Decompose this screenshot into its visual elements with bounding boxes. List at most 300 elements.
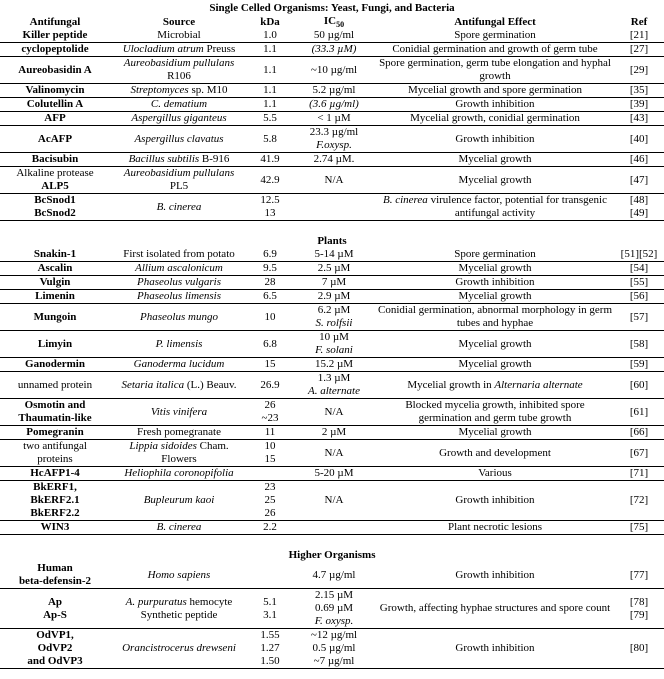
cell-line: [2, 98, 108, 111]
cell-line: [250, 262, 290, 275]
column-header-antifungal: [0, 15, 110, 29]
cell-line: [112, 453, 246, 466]
text-segment: Growth, affecting hyphae structures and spore count: [379, 602, 611, 615]
cell-line: [250, 596, 290, 609]
cell-line: [2, 180, 108, 193]
cell-line: [2, 194, 108, 207]
cell-kda: [248, 399, 292, 426]
cell-source: [110, 562, 248, 589]
cell-line: [250, 276, 290, 289]
cell-line: [616, 358, 662, 371]
cell-effect: [376, 276, 614, 290]
cell-kda: [248, 29, 292, 43]
cell-line: [294, 262, 374, 275]
section-title: Single Celled Organisms: Yeast, Fungi, and Bacteria: [209, 2, 455, 14]
cell-line: [112, 29, 246, 42]
cell-line: [378, 399, 612, 425]
cell-ref: [614, 84, 664, 98]
text-segment: Growth inhibition: [455, 132, 535, 145]
text-segment: 6.2 µM: [317, 304, 351, 317]
cell-antifungal: [0, 372, 110, 399]
cell-line: [378, 447, 612, 460]
cell-line: [250, 481, 290, 494]
cell-ref: [614, 358, 664, 372]
cell-ref: [614, 562, 664, 589]
cell-ic50: [292, 167, 376, 194]
cell-line: [378, 174, 612, 187]
cell-source: [110, 98, 248, 112]
cell-effect: [376, 331, 614, 358]
cell-line: [2, 379, 108, 392]
text-segment: A. alternate: [308, 385, 360, 398]
cell-ic50: [292, 426, 376, 440]
cell-line: [294, 43, 374, 56]
text-segment: [66]: [629, 426, 649, 439]
cell-kda: [248, 372, 292, 399]
cell-effect: [376, 481, 614, 521]
cell-ic50: [292, 84, 376, 98]
cell-kda: [248, 57, 292, 84]
header-row: [0, 15, 664, 29]
cell-ref: [614, 426, 664, 440]
text-segment: 23: [264, 481, 276, 494]
cell-line: [2, 153, 108, 166]
cell-antifungal: [0, 84, 110, 98]
cell-kda: [248, 112, 292, 126]
text-segment: PL5: [169, 180, 189, 193]
cell-line: [378, 338, 612, 351]
cell-source: [110, 331, 248, 358]
cell-line: [250, 311, 290, 324]
text-segment: 10 µM: [319, 331, 349, 344]
cell-source: [110, 589, 248, 629]
cell-line: [250, 16, 290, 29]
cell-effect: [376, 440, 614, 467]
antifungal-peptides-table: [0, 2, 664, 669]
cell-antifungal: [0, 57, 110, 84]
cell-ic50: [292, 629, 376, 669]
text-segment: Phaseolus limensis: [136, 290, 222, 303]
cell-antifungal: [0, 126, 110, 153]
text-segment: Thaumatin-like: [18, 412, 92, 425]
text-segment: and OdVP3: [27, 655, 83, 668]
text-segment: Fresh pomegranate: [137, 426, 221, 439]
text-segment: Aspergillus giganteus: [131, 112, 227, 125]
text-segment: 0.5 µg/ml: [312, 642, 356, 655]
text-segment: 6.8: [263, 337, 277, 350]
cell-source: [110, 521, 248, 535]
table-row: [0, 57, 664, 84]
cell-effect: [376, 562, 614, 589]
text-segment: P. limensis: [155, 337, 203, 350]
cell-effect: [376, 358, 614, 372]
cell-ic50: [292, 399, 376, 426]
text-segment: Snakin-1: [33, 248, 77, 261]
table-row: [0, 481, 664, 521]
text-segment: (33.3 µM): [311, 43, 357, 56]
cell-line: [112, 290, 246, 303]
text-segment: Orancistrocerus drewseni: [122, 642, 236, 655]
text-segment: 26.9: [260, 378, 280, 391]
text-segment: [29]: [629, 63, 649, 76]
cell-line: [2, 338, 108, 351]
table-row: [0, 126, 664, 153]
cell-ref: [614, 57, 664, 84]
text-segment: AFP: [44, 112, 66, 125]
text-segment: N/A: [324, 173, 344, 186]
text-segment: 15: [264, 453, 276, 466]
cell-line: [378, 290, 612, 303]
cell-ref: [614, 126, 664, 153]
cell-source: [110, 84, 248, 98]
text-segment: 13: [264, 207, 276, 220]
cell-line: [250, 64, 290, 77]
section-title-row: [0, 235, 664, 248]
cell-ref: [614, 399, 664, 426]
cell-line: [250, 98, 290, 111]
cell-line: [294, 467, 374, 480]
text-segment: 1.0: [263, 29, 277, 42]
cell-antifungal: [0, 304, 110, 331]
text-segment: Microbial: [157, 29, 201, 42]
cell-line: [378, 98, 612, 111]
cell-line: [616, 194, 662, 207]
cell-ref: [614, 589, 664, 629]
cell-line: [294, 589, 374, 602]
text-segment: Mycelial growth: [458, 290, 532, 303]
cell-ic50: [292, 481, 376, 521]
table-row: [0, 290, 664, 304]
cell-antifungal: [0, 194, 110, 221]
cell-antifungal: [0, 399, 110, 426]
cell-line: [250, 338, 290, 351]
text-segment: C. dematium: [150, 98, 208, 111]
cell-line: [112, 167, 246, 180]
cell-line: [250, 133, 290, 146]
text-segment: 1.3 µM: [317, 372, 351, 385]
text-segment: 1.27: [260, 642, 280, 655]
cell-line: [616, 467, 662, 480]
cell-ref: [614, 276, 664, 290]
cell-kda: [248, 521, 292, 535]
cell-kda: [248, 440, 292, 467]
text-segment: WIN3: [40, 521, 70, 534]
cell-kda: [248, 304, 292, 331]
text-segment: Mycelial growth: [458, 337, 532, 350]
cell-line: [112, 276, 246, 289]
cell-line: [378, 43, 612, 56]
text-segment: Conidial germination and growth of germ tube: [392, 43, 598, 56]
cell-antifungal: [0, 98, 110, 112]
cell-antifungal: [0, 521, 110, 535]
text-segment: A. purpuratus: [125, 595, 187, 608]
text-segment: 50: [336, 20, 345, 30]
cell-line: [294, 406, 374, 419]
cell-kda: [248, 276, 292, 290]
text-segment: [79]: [629, 608, 649, 621]
cell-ref: [614, 304, 664, 331]
cell-line: [112, 262, 246, 275]
cell-line: [294, 153, 374, 166]
text-segment: BcSnod2: [34, 207, 76, 220]
cell-source: [110, 126, 248, 153]
cell-line: [294, 385, 374, 398]
cell-line: [294, 331, 374, 344]
text-segment: [40]: [629, 132, 649, 145]
text-segment: 10: [264, 440, 276, 453]
cell-line: [112, 521, 246, 534]
cell-effect: [376, 248, 614, 262]
text-segment: 1.1: [263, 43, 277, 56]
cell-line: [112, 57, 246, 70]
text-segment: 6.9: [263, 248, 277, 261]
text-segment: Growth inhibition: [455, 568, 535, 581]
cell-antifungal: [0, 43, 110, 57]
text-segment: HcAFP1-4: [30, 467, 80, 480]
cell-line: [616, 521, 662, 534]
text-segment: ~7 µg/ml: [313, 655, 355, 668]
table-row: [0, 304, 664, 331]
cell-line: [378, 133, 612, 146]
cell-kda: [248, 426, 292, 440]
cell-line: [2, 399, 108, 412]
cell-line: [294, 629, 374, 642]
text-segment: BkERF2.1: [30, 494, 80, 507]
cell-line: [250, 467, 290, 480]
cell-line: [112, 494, 246, 507]
text-segment: Alternaria alternate: [494, 378, 583, 391]
text-segment: (L.) Beauv.: [184, 378, 237, 391]
text-segment: Source: [162, 15, 196, 28]
text-segment: unnamed protein: [17, 378, 93, 391]
cell-source: [110, 629, 248, 669]
cell-source: [110, 276, 248, 290]
cell-line: [294, 64, 374, 77]
cell-line: [294, 615, 374, 628]
cell-effect: [376, 372, 614, 399]
cell-line: [250, 248, 290, 261]
text-segment: 2 µM: [321, 426, 347, 439]
text-segment: B. cinerea: [156, 521, 202, 534]
text-segment: 15.2 µM: [314, 358, 354, 371]
text-segment: 5.2 µg/ml: [312, 84, 356, 97]
cell-line: [616, 16, 662, 29]
cell-effect: [376, 167, 614, 194]
cell-effect: [376, 57, 614, 84]
cell-ic50: [292, 562, 376, 589]
cell-antifungal: [0, 440, 110, 467]
cell-line: [2, 426, 108, 439]
cell-line: [616, 338, 662, 351]
cell-line: [2, 262, 108, 275]
cell-line: [294, 494, 374, 507]
cell-kda: [248, 248, 292, 262]
cell-ref: [614, 521, 664, 535]
cell-line: [378, 112, 612, 125]
cell-line: [112, 609, 246, 622]
cell-line: [294, 15, 374, 29]
text-segment: BkERF1,: [33, 481, 77, 494]
text-segment: Vulgin: [39, 276, 71, 289]
text-segment: 42.9: [260, 173, 280, 186]
cell-line: [250, 521, 290, 534]
text-segment: Aureobasidin A: [18, 63, 92, 76]
cell-line: [112, 43, 246, 56]
text-segment: Phaseolus vulgaris: [136, 276, 222, 289]
text-segment: [60]: [629, 378, 649, 391]
cell-ref: [614, 331, 664, 358]
cell-line: [294, 98, 374, 111]
cell-source: [110, 167, 248, 194]
cell-line: [2, 29, 108, 42]
cell-kda: [248, 358, 292, 372]
cell-line: [2, 655, 108, 668]
cell-line: [294, 344, 374, 357]
text-segment: Synthetic peptide: [140, 608, 218, 621]
cell-line: [2, 167, 108, 180]
table-row: [0, 167, 664, 194]
text-segment: Limenin: [35, 290, 75, 303]
cell-ref: [614, 372, 664, 399]
cell-line: [616, 133, 662, 146]
cell-ic50: [292, 29, 376, 43]
cell-line: [2, 453, 108, 466]
cell-antifungal: [0, 589, 110, 629]
cell-kda: [248, 43, 292, 57]
cell-line: [616, 426, 662, 439]
text-segment: [49]: [629, 207, 649, 220]
text-segment: AcAFP: [37, 132, 73, 145]
cell-effect: [376, 304, 614, 331]
cell-source: [110, 29, 248, 43]
text-segment: 1.55: [260, 629, 280, 642]
cell-effect: [376, 290, 614, 304]
cell-line: [112, 467, 246, 480]
cell-kda: [248, 629, 292, 669]
cell-ic50: [292, 43, 376, 57]
cell-line: [2, 133, 108, 146]
text-segment: Allium ascalonicum: [135, 262, 223, 275]
cell-ref: [614, 43, 664, 57]
cell-ref: [614, 440, 664, 467]
text-segment: N/A: [324, 446, 344, 459]
cell-line: [616, 447, 662, 460]
cell-line: [2, 16, 108, 29]
text-segment: 0.69 µM: [314, 602, 354, 615]
cell-effect: [376, 262, 614, 276]
cell-ic50: [292, 467, 376, 481]
text-segment: Limyin: [37, 337, 73, 350]
cell-line: [294, 317, 374, 330]
table-row: [0, 372, 664, 399]
text-segment: 5-20 µM: [314, 467, 354, 480]
cell-antifungal: [0, 290, 110, 304]
text-segment: 26: [264, 507, 276, 520]
text-segment: Antifungal Effect: [454, 15, 536, 28]
cell-kda: [248, 290, 292, 304]
cell-line: [2, 43, 108, 56]
section-table: [0, 235, 664, 535]
cell-line: [616, 290, 662, 303]
cell-line: [294, 201, 374, 214]
cell-line: [294, 426, 374, 439]
cell-source: [110, 57, 248, 84]
table-row: [0, 562, 664, 589]
cell-antifungal: [0, 276, 110, 290]
cell-antifungal: [0, 358, 110, 372]
cell-line: [250, 453, 290, 466]
cell-line: [112, 440, 246, 453]
text-segment: ~23: [261, 412, 279, 425]
text-segment: Aureobasidium pullulans: [123, 57, 235, 70]
text-segment: N/A: [324, 405, 344, 418]
cell-line: [616, 153, 662, 166]
cell-source: [110, 358, 248, 372]
cell-ref: [614, 167, 664, 194]
cell-effect: [376, 467, 614, 481]
section-title: Plants: [317, 235, 347, 248]
table-row: [0, 629, 664, 669]
cell-ref: [614, 467, 664, 481]
text-segment: Setaria italica: [121, 378, 185, 391]
text-segment: [71]: [629, 467, 649, 480]
text-segment: Ulocladium atrum: [122, 43, 204, 56]
cell-antifungal: [0, 481, 110, 521]
text-segment: [59]: [629, 358, 649, 371]
section-title: Higher Organisms: [288, 549, 376, 562]
text-segment: 5.8: [263, 132, 277, 145]
cell-ic50: [292, 153, 376, 167]
cell-line: [112, 84, 246, 97]
table-row: [0, 589, 664, 629]
cell-line: [250, 440, 290, 453]
section-title-row: [0, 2, 664, 15]
text-segment: Ganodermin: [25, 358, 85, 371]
text-segment: Cham.: [196, 440, 229, 453]
text-segment: [46]: [629, 153, 649, 166]
cell-line: [616, 174, 662, 187]
cell-antifungal: [0, 112, 110, 126]
cell-ic50: [292, 440, 376, 467]
cell-kda: [248, 126, 292, 153]
text-segment: proteins: [37, 453, 73, 466]
cell-line: [250, 194, 290, 207]
text-segment: Mycelial growth, conidial germination: [410, 112, 580, 125]
cell-ref: [614, 262, 664, 276]
table-row: [0, 331, 664, 358]
cell-ref: [614, 629, 664, 669]
cell-kda: [248, 589, 292, 629]
text-segment: Ascalin: [37, 262, 73, 275]
cell-line: [250, 174, 290, 187]
text-segment: [54]: [629, 262, 649, 275]
cell-line: [250, 655, 290, 668]
cell-line: [112, 358, 246, 371]
text-segment: 9.5: [263, 262, 277, 275]
section-table: [0, 2, 664, 221]
cell-source: [110, 194, 248, 221]
cell-line: [616, 64, 662, 77]
cell-effect: [376, 521, 614, 535]
cell-line: [616, 494, 662, 507]
cell-source: [110, 426, 248, 440]
cell-source: [110, 399, 248, 426]
cell-line: [616, 207, 662, 220]
cell-ic50: [292, 276, 376, 290]
cell-antifungal: [0, 629, 110, 669]
cell-effect: [376, 98, 614, 112]
cell-line: [616, 43, 662, 56]
